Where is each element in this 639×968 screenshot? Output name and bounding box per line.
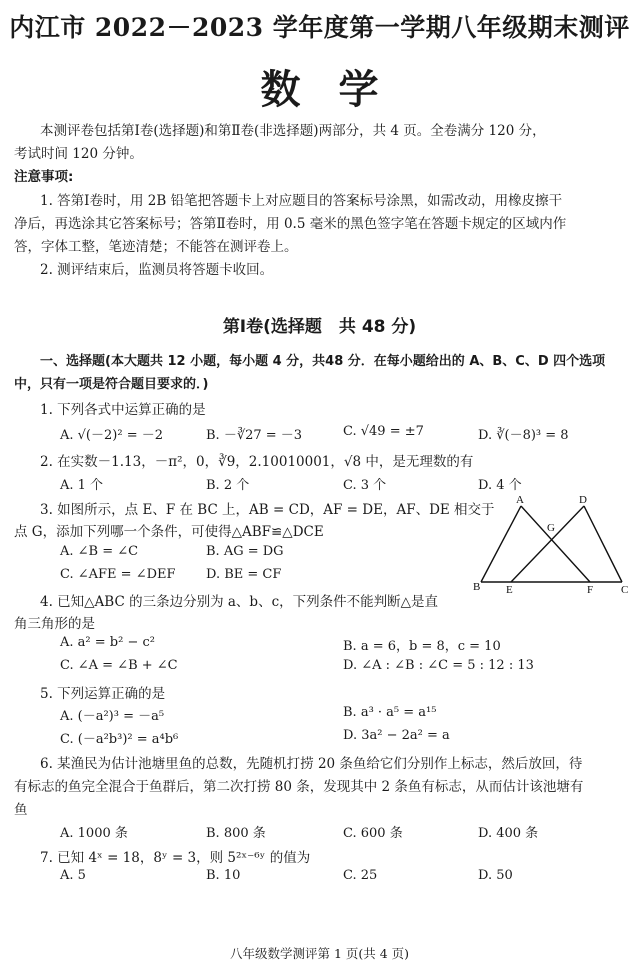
note-line-1: 1. 答第Ⅰ卷时，用 2B 铅笔把答题卡上对应题目的答案标号涂黑，如需改动，用橡皮擦干 bbox=[40, 193, 563, 209]
label-c: C bbox=[621, 584, 629, 596]
question-4-option-d: D. ∠A : ∠B : ∠C = 5 : 12 : 13 bbox=[343, 658, 534, 673]
question-3-option-c: C. ∠AFE = ∠DEF bbox=[60, 567, 176, 582]
question-2-option-c: C. 3 个 bbox=[343, 478, 387, 493]
question-6-stem-line-2: 有标志的鱼完全混合于鱼群后，第二次打捞 80 条，发现其中 2 条鱼有标志，从而估计该池塘有 bbox=[14, 779, 584, 795]
question-7-option-c: C. 25 bbox=[343, 868, 378, 883]
question-2-stem: 2. 在实数－1.13，－π²，0，∛9，2.10010001，√8 中，是无理数的有 bbox=[40, 454, 474, 470]
question-2-option-d: D. 4 个 bbox=[478, 478, 522, 493]
question-1-option-a: A. √(－2)² = －2 bbox=[60, 428, 163, 443]
question-5-option-d: D. 3a² − 2a² = a bbox=[343, 728, 450, 743]
part-intro-line-1: 一、选择题(本大题共 12 小题，每小题 4 分，共48 分．在每小题给出的 A、B、C、D 四个选项 bbox=[40, 354, 606, 369]
intro-line-1: 本测评卷包括第Ⅰ卷(选择题)和第Ⅱ卷(非选择题)两部分，共 4 页。全卷满分 120 分， bbox=[40, 123, 546, 139]
question-6-option-c: C. 600 条 bbox=[343, 826, 403, 841]
question-6-option-d: D. 400 条 bbox=[478, 826, 539, 841]
question-5-option-a: A. (－a²)³ = －a⁵ bbox=[60, 709, 165, 724]
question-3-option-b: B. AG = DG bbox=[206, 544, 284, 559]
label-d: D bbox=[579, 494, 587, 506]
question-4-stem-line-1: 4. 已知△ABC 的三条边分别为 a、b、c，下列条件不能判断△是直 bbox=[40, 594, 439, 610]
question-1-option-d: D. ∛(－8)³ = 8 bbox=[478, 428, 569, 443]
segment-af bbox=[521, 506, 590, 582]
question-6-option-b: B. 800 条 bbox=[206, 826, 266, 841]
label-a: A bbox=[516, 494, 524, 506]
page-footer: 八年级数学测评第 1 页(共 4 页) bbox=[229, 946, 410, 961]
subject-title: 数学 bbox=[260, 66, 417, 113]
question-6-stem-line-3: 鱼 bbox=[14, 802, 28, 818]
question-3-stem-line-1: 3. 如图所示，点 E、F 在 BC 上，AB = CD，AF = DE，AF、DE 相交于 bbox=[40, 502, 495, 518]
note-line-2: 净后，再选涂其它答案标号；答第Ⅱ卷时，用 0.5 毫米的黑色签字笔在答题卡规定的区域内作 bbox=[14, 216, 567, 232]
question-4-stem-line-2: 角三角形的是 bbox=[14, 616, 95, 632]
question-3-option-d: D. BE = CF bbox=[206, 567, 282, 582]
label-b: B bbox=[473, 581, 481, 593]
question-1-option-b: B. －∛27 = －3 bbox=[206, 428, 303, 443]
question-6-stem-line-1: 6. 某渔民为估计池塘里鱼的总数，先随机打捞 20 条鱼给它们分别作上标志，然后放回，待 bbox=[40, 756, 583, 772]
exam-title: 内江市 2022－2023 学年度第一学期八年级期末测评 bbox=[9, 13, 630, 42]
question-1-stem: 1. 下列各式中运算正确的是 bbox=[40, 402, 206, 418]
question-6-option-a: A. 1000 条 bbox=[60, 826, 128, 841]
label-f: F bbox=[587, 584, 594, 596]
intro-line-2: 考试时间 120 分钟。 bbox=[14, 146, 143, 162]
question-5-option-c: C. (－a²b³)² = a⁴b⁶ bbox=[60, 732, 179, 747]
question-7-option-a: A. 5 bbox=[60, 868, 86, 883]
segment-dc bbox=[584, 506, 622, 582]
part-intro-line-2: 中，只有一项是符合题目要求的．) bbox=[14, 377, 209, 392]
question-7-option-d: D. 50 bbox=[478, 868, 513, 883]
triangle-figure bbox=[466, 492, 632, 600]
question-3-option-a: A. ∠B = ∠C bbox=[60, 544, 139, 559]
question-7-option-b: B. 10 bbox=[206, 868, 241, 883]
label-e: E bbox=[506, 584, 513, 596]
question-2-option-a: A. 1 个 bbox=[60, 478, 104, 493]
question-4-option-c: C. ∠A = ∠B + ∠C bbox=[60, 658, 178, 673]
question-4-option-a: A. a² = b² − c² bbox=[60, 635, 155, 650]
label-g: G bbox=[547, 522, 555, 534]
question-7-stem: 7. 已知 4ˣ = 18，8ʸ = 3，则 5²ˣ⁻⁶ʸ 的值为 bbox=[40, 850, 311, 866]
note-line-4: 2. 测评结束后，监测员将答题卡收回。 bbox=[40, 262, 274, 278]
segment-de bbox=[511, 506, 584, 582]
section-title: 第Ⅰ卷(选择题 共 48 分) bbox=[222, 317, 417, 337]
notes-heading: 注意事项: bbox=[14, 169, 74, 185]
segment-ab bbox=[481, 506, 521, 582]
question-5-option-b: B. a³ · a⁵ = a¹⁵ bbox=[343, 705, 437, 720]
note-line-3: 答，字体工整，笔迹清楚；不能答在测评卷上。 bbox=[14, 239, 298, 255]
question-5-stem: 5. 下列运算正确的是 bbox=[40, 686, 166, 702]
question-2-option-b: B. 2 个 bbox=[206, 478, 250, 493]
question-1-option-c: C. √49 = ±7 bbox=[343, 424, 424, 439]
question-4-option-b: B. a = 6，b = 8，c = 10 bbox=[343, 639, 501, 654]
question-3-stem-line-2: 点 G，添加下列哪一个条件，可使得△ABF≌△DCE bbox=[14, 524, 324, 540]
